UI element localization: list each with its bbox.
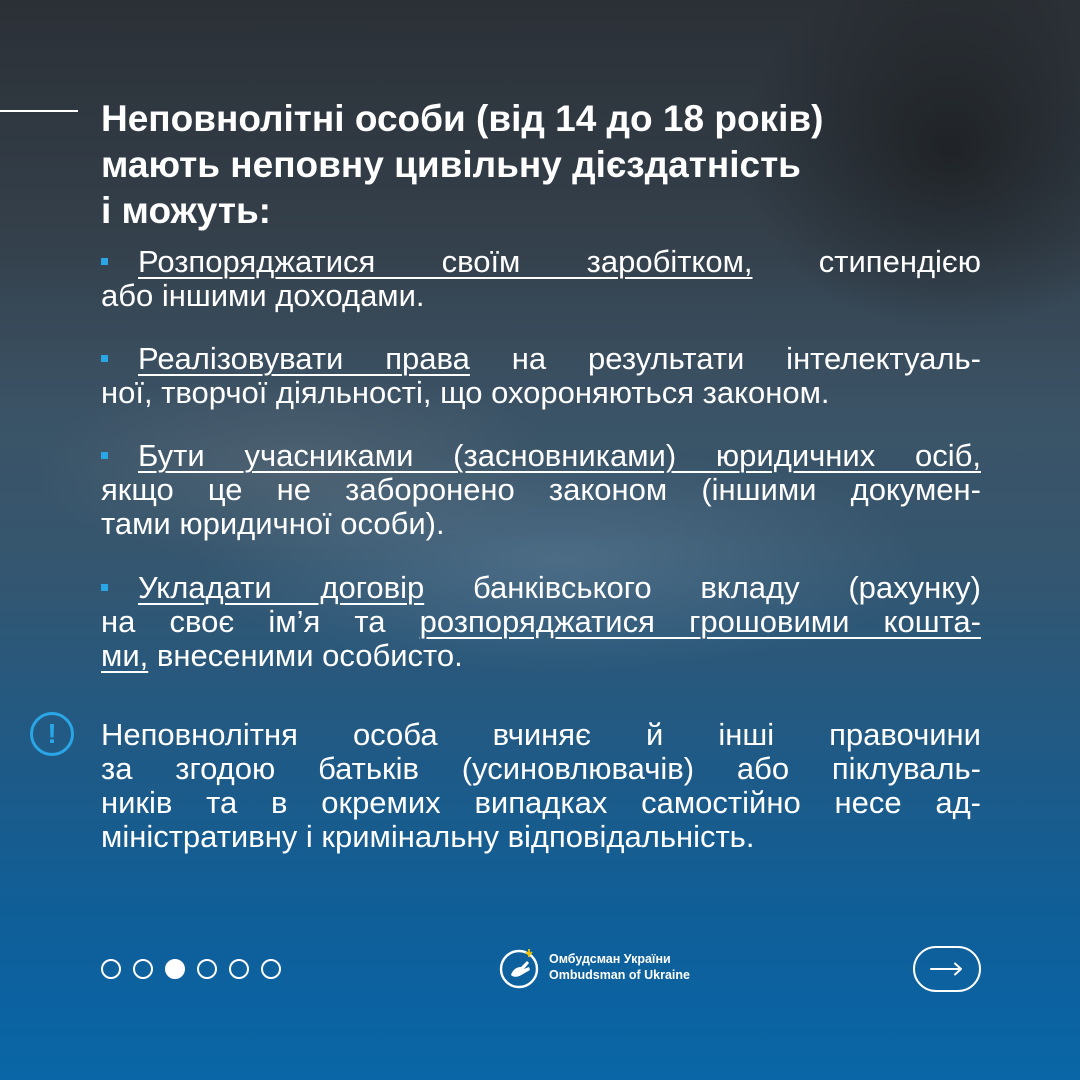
arrow-right-icon — [930, 962, 964, 976]
logo-text-ukrainian: Омбудсман України — [549, 952, 671, 966]
list-item: Реалізовувати права на результати інтелектуаль- ної, творчої діяльності, що охороняються законом. — [101, 341, 981, 410]
ombudsman-hand-logo-icon — [499, 945, 543, 989]
logo-text-english: Ombudsman of Ukraine — [549, 968, 690, 982]
title-line-2: мають неповну цивільну дієздатність — [101, 144, 801, 185]
list-item: Укладати договір банківського вкладу (рахунку) на своє ім’я та розпоряджатися грошовими кошта- ми, внесеними особисто. — [101, 570, 981, 673]
pagination-dot[interactable] — [133, 959, 153, 979]
page-title — [101, 96, 981, 234]
next-button[interactable] — [913, 946, 981, 992]
bullet-marker — [101, 355, 108, 362]
list-item: Бути учасниками (засновниками) юридичних осіб, якщо це не заборонено законом (іншими докумен- тами юридичної особи). — [101, 438, 981, 541]
note-text: Неповнолітня особа вчиняє й інші правочини за згодою батьків (усиновлювачів) або піклуваль- ників та в окремих випадках самостійно несе ад- міністративну і кримінальну відповідальність. — [101, 717, 981, 854]
bullet-marker — [101, 258, 108, 265]
title-line-3: і можуть: — [101, 190, 272, 231]
bullet-marker — [101, 452, 108, 459]
decorative-line — [0, 110, 78, 112]
pagination-dot-active[interactable] — [165, 959, 185, 979]
list-item: Розпоряджатися своїм заробітком, стипендією або іншими доходами. — [101, 244, 981, 313]
title-line-1: Неповнолітні особи (від 14 до 18 років) — [101, 98, 824, 139]
pagination-dot[interactable] — [101, 959, 121, 979]
pagination-dot[interactable] — [197, 959, 217, 979]
pagination-dots — [101, 959, 281, 979]
bullet-marker — [101, 584, 108, 591]
ombudsman-logo — [499, 945, 690, 989]
exclamation-circle-icon: ! — [30, 712, 74, 756]
pagination-dot[interactable] — [229, 959, 249, 979]
pagination-dot[interactable] — [261, 959, 281, 979]
